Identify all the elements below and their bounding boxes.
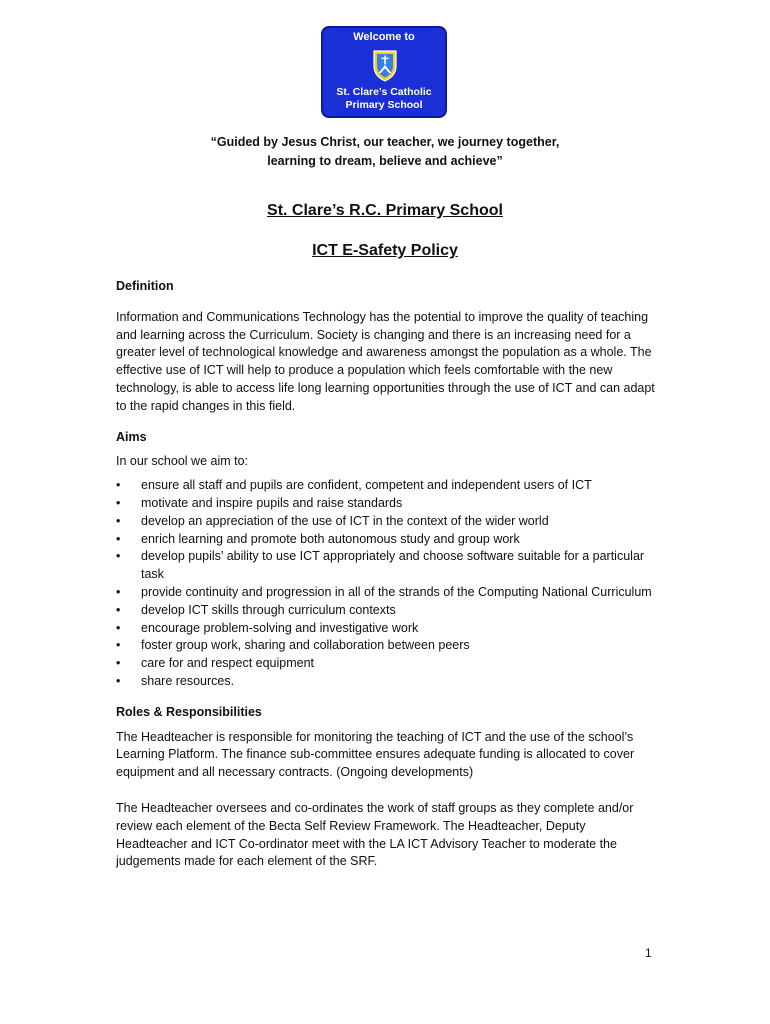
logo-welcome-text: Welcome to (353, 31, 415, 43)
policy-title: ICT E-Safety Policy (312, 242, 458, 259)
logo-name-line1: St. Clare's Catholic (336, 86, 432, 98)
aims-intro: In our school we aim to: (116, 454, 249, 469)
school-title: St. Clare’s R.C. Primary School (267, 202, 503, 219)
bullet-icon: • (116, 531, 121, 546)
roles-paragraph-1: The Headteacher is responsible for monitoring the teaching of ICT and the use of the school’s Learning Platform. The finance sub-committee ensures adequate funding is allocated to cover equipment and all necessary contracts. (Ongoing developments) (116, 729, 635, 780)
logo-name-line2: Primary School (345, 99, 423, 111)
bullet-icon: • (116, 656, 121, 671)
motto-line1: “Guided by Jesus Christ, our teacher, we journey together, (210, 135, 560, 149)
list-item-text: care for and respect equipment (141, 656, 315, 671)
list-item-text: develop ICT skills through curriculum contexts (141, 602, 396, 617)
list-item-text: motivate and inspire pupils and raise standards (141, 495, 403, 510)
list-item (116, 637, 656, 655)
list-item (116, 584, 656, 602)
list-item (116, 620, 656, 638)
roles-heading: Roles & Responsibilities (116, 704, 262, 719)
list-item-text: ensure all staff and pupils are confident, competent and independent users of ICT (141, 478, 592, 493)
list-item (116, 673, 656, 691)
list-item (116, 495, 656, 513)
school-logo (321, 26, 447, 118)
list-item-text: share resources. (141, 673, 235, 688)
bullet-icon: • (116, 549, 121, 564)
bullet-icon: • (116, 673, 121, 688)
bullet-icon: • (116, 602, 121, 617)
bullet-icon: • (116, 638, 121, 653)
list-item-text: enrich learning and promote both autonomous study and group work (141, 531, 520, 546)
aims-heading: Aims (116, 429, 147, 444)
definition-text: Information and Communications Technology has the potential to improve the quality of teaching and learning across the Curriculum. Society is changing and there is an increasing need for a greater level of technological knowledge and awareness amongst the population as a whole. The effective use of ICT will help to produce a population which feels comfortable with the new technology, is able to access life long learning opportunities through the use of ICT and can adapt to the rapid changes in this field. (116, 309, 655, 413)
policy-body (116, 278, 656, 871)
motto-line2: learning to dream, believe and achieve” (267, 154, 503, 168)
page-number: 1 (645, 946, 652, 960)
list-item (116, 602, 656, 620)
definition-heading: Definition (116, 279, 174, 293)
list-item (116, 531, 656, 549)
bullet-icon: • (116, 620, 121, 635)
bullet-icon: • (116, 495, 121, 510)
list-item-text: provide continuity and progression in all of the strands of the Computing National Curriculum (141, 584, 652, 599)
aims-list (116, 477, 656, 691)
bullet-icon: • (116, 478, 121, 493)
list-item (116, 477, 656, 495)
list-item-text: develop pupils’ ability to use ICT appropriately and choose software suitable for a particular task (141, 549, 645, 582)
bullet-icon: • (116, 584, 121, 599)
logo-school-name (323, 86, 445, 112)
school-motto (0, 133, 770, 171)
list-item-text: encourage problem-solving and investigative work (141, 620, 419, 635)
list-item-text: foster group work, sharing and collaboration between peers (141, 638, 470, 653)
school-crest-icon (372, 48, 398, 82)
list-item (116, 548, 656, 584)
roles-paragraph-2: The Headteacher oversees and co-ordinates the work of staff groups as they complete and/or review each element of the Becta Self Review Framework. The Headteacher, Deputy Headteacher and ICT Co-ordinator meet with the LA ICT Advisory Teacher to moderate the judgements made for each element of the SRF. (116, 800, 634, 869)
list-item (116, 513, 656, 531)
list-item (116, 655, 656, 673)
bullet-icon: • (116, 513, 121, 528)
list-item-text: develop an appreciation of the use of ICT in the context of the wider world (141, 513, 549, 528)
